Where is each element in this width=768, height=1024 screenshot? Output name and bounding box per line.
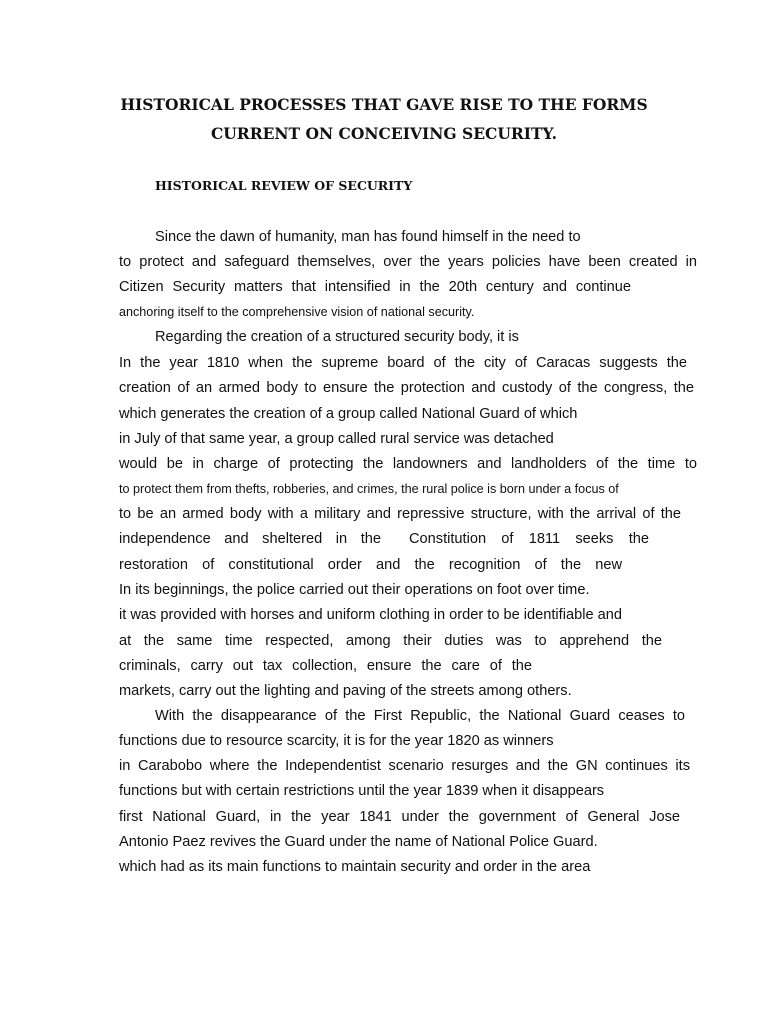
text-line: it was provided with horses and uniform clothing in order to be identifiable and: [119, 607, 622, 623]
text-line: anchoring itself to the comprehensive vision of national security.: [119, 305, 475, 319]
text-line: criminals, carry out tax collection, ensure the care of the: [119, 658, 532, 674]
text-line: first National Guard, in the year 1841 under the government of General Jose: [119, 809, 680, 825]
text-line: functions but with certain restrictions until the year 1839 when it disappears: [119, 783, 605, 799]
text-segment: independence and sheltered in the: [119, 531, 381, 547]
text-line: In its beginnings, the police carried out their operations on foot over time.: [119, 582, 590, 598]
text-line: in July of that same year, a group called rural service was detached: [119, 431, 554, 447]
text-line: which generates the creation of a group called National Guard of which: [119, 406, 578, 422]
document-title-line-1: HISTORICAL PROCESSES THAT GAVE RISE TO THE FORMS: [120, 95, 648, 114]
text-line: Since the dawn of humanity, man has found himself in the need to: [155, 229, 581, 245]
text-line: would be in charge of protecting the landowners and landholders of the time to: [119, 456, 697, 472]
text-line: restoration of constitutional order and the recognition of the new: [119, 557, 622, 573]
text-line: With the disappearance of the First Republic, the National Guard ceases to: [155, 708, 685, 724]
text-line: Regarding the creation of a structured security body, it is: [155, 329, 519, 345]
text-line: at the same time respected, among their duties was to apprehend the: [119, 633, 662, 649]
document-title-line-2: CURRENT ON CONCEIVING SECURITY.: [210, 124, 558, 143]
text-line: [119, 530, 659, 548]
text-line: creation of an armed body to ensure the protection and custody of the congress, the: [119, 380, 694, 396]
text-line: Citizen Security matters that intensified in the 20th century and continue: [119, 279, 631, 295]
text-line: which had as its main functions to maintain security and order in the area: [119, 859, 591, 875]
text-line: markets, carry out the lighting and paving of the streets among others.: [119, 683, 572, 699]
text-line: to be an armed body with a military and repressive structure, with the arrival of the: [119, 506, 681, 522]
text-line: Antonio Paez revives the Guard under the name of National Police Guard.: [119, 834, 598, 850]
text-line: functions due to resource scarcity, it is for the year 1820 as winners: [119, 733, 554, 749]
text-line: to protect them from thefts, robberies, and crimes, the rural police is born under a focus of: [119, 482, 619, 496]
text-segment: Constitution of 1811 seeks the: [409, 531, 649, 547]
text-line: in Carabobo where the Independentist scenario resurges and the GN continues its: [119, 758, 690, 774]
section-heading: HISTORICAL REVIEW OF SECURITY: [155, 178, 413, 193]
text-line: In the year 1810 when the supreme board of the city of Caracas suggests the: [119, 355, 687, 371]
text-line: to protect and safeguard themselves, over the years policies have been created in: [119, 254, 697, 270]
